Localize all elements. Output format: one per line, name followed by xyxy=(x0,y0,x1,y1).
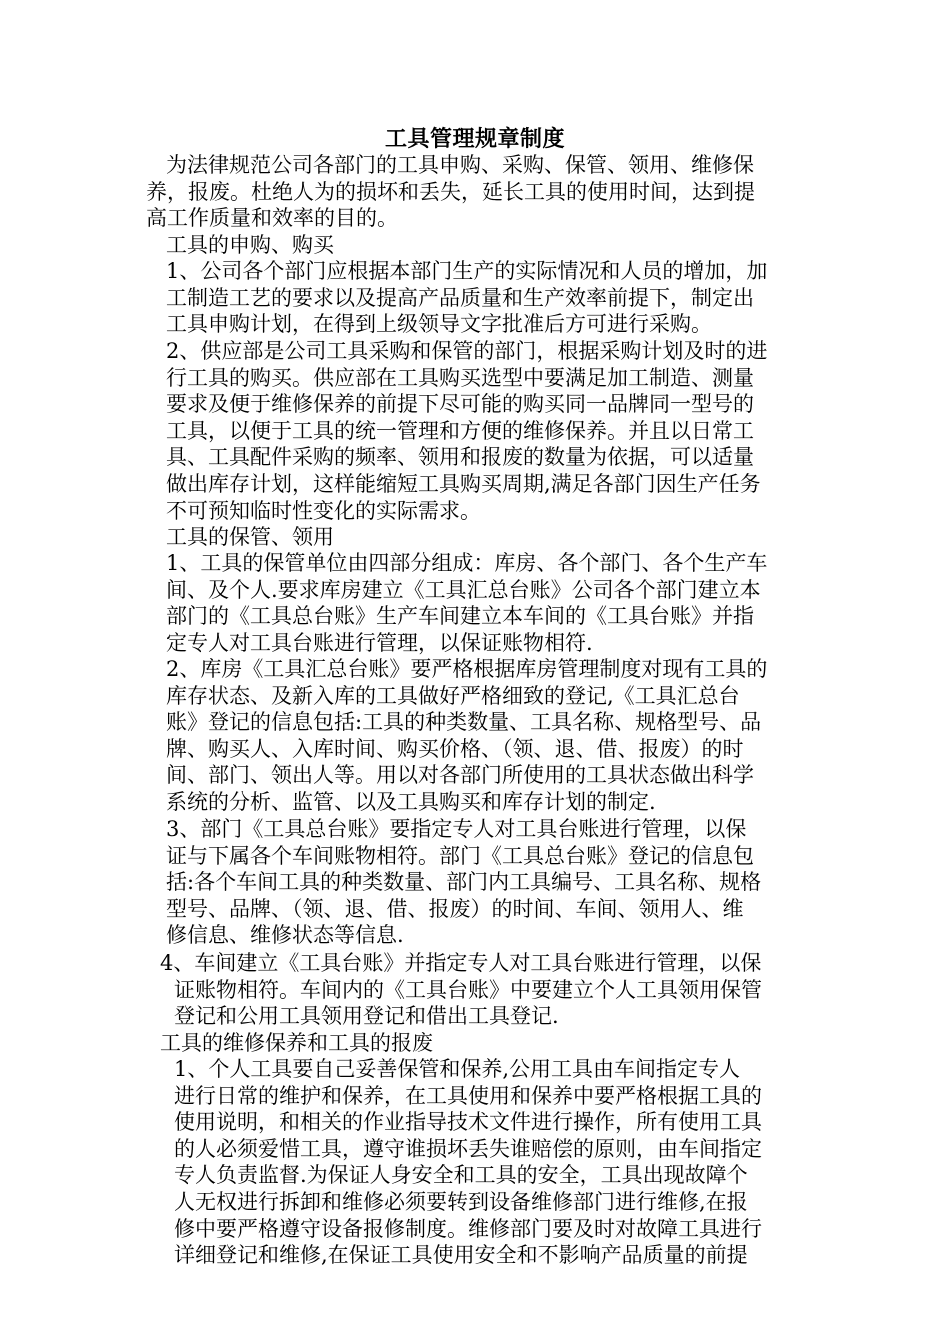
text-line: 详细登记和维修,在保证工具使用安全和不影响产品质量的前提 xyxy=(174,1243,748,1268)
text-line: 行工具的购买。供应部在工具购买选型中要满足加工制造、测量 xyxy=(166,365,754,390)
text-line: 库存状态、及新入库的工具做好严格细致的登记,《工具汇总台 xyxy=(166,683,740,708)
text-line: 定专人对工具台账进行管理，以保证账物相符. xyxy=(166,630,593,655)
text-line: 人无权进行拆卸和维修必须要转到设备维修部门进行维修,在报 xyxy=(174,1189,748,1214)
text-line: 证与下属各个车间账物相符。部门《工具总台账》登记的信息包 xyxy=(166,843,754,868)
text-line: 工具的保管、领用 xyxy=(166,525,334,549)
text-line: 工制造工艺的要求以及提高产品质量和生产效率前提下，制定出 xyxy=(166,285,754,310)
text-line: 养，报废。杜绝人为的损坏和丢失，延长工具的使用时间，达到提 xyxy=(146,179,755,204)
section-heading-storage xyxy=(166,524,334,551)
document-title: 工具管理规章制度 xyxy=(384,126,565,152)
text-line: 括:各个车间工具的种类数量、部门内工具编号、工具名称、规格 xyxy=(166,870,762,895)
text-line: 登记和公用工具领用登记和借出工具登记. xyxy=(174,1004,559,1029)
text-line: 系统的分析、监管、以及工具购买和库存计划的制定. xyxy=(166,789,656,814)
text-line: 间、部门、领出人等。用以对各部门所使用的工具状态做出科学 xyxy=(166,763,754,788)
storage-item-1 xyxy=(166,550,767,656)
purchase-item-2 xyxy=(166,338,767,524)
text-line: 工具申购计划，在得到上级领导文字批准后方可进行采购。 xyxy=(166,312,712,337)
storage-item-2 xyxy=(166,656,767,816)
text-line: 专人负责监督.为保证人身安全和工具的安全，工具出现故障个 xyxy=(174,1163,748,1188)
storage-item-3 xyxy=(166,816,761,949)
maintenance-item-1 xyxy=(174,1056,762,1269)
purchase-item-1 xyxy=(166,258,767,338)
storage-item-4 xyxy=(160,950,762,1030)
text-line: 间、及个人.要求库房建立《工具汇总台账》公司各个部门建立本 xyxy=(166,577,761,602)
text-line: 部门的《工具总台账》生产车间建立本车间的《工具台账》并指 xyxy=(166,604,754,629)
text-line: 的人必须爱惜工具，遵守谁损坏丢失谁赔偿的原则，由车间指定 xyxy=(174,1136,762,1161)
text-line: 1、工具的保管单位由四部分组成：库房、各个部门、各个生产车 xyxy=(166,551,768,575)
section-heading-maintenance xyxy=(160,1030,433,1057)
text-line: 修中要严格遵守设备报修制度。维修部门要及时对故障工具进行 xyxy=(174,1216,762,1241)
text-line: 型号、品牌、（领、退、借、报废）的时间、车间、领用人、维 xyxy=(166,896,744,921)
text-line: 牌、购买人、入库时间、购买价格、（领、退、借、报废）的时 xyxy=(166,736,744,761)
text-line: 做出库存计划，这样能缩短工具购买周期,满足各部门因生产任务 xyxy=(166,471,761,496)
text-line: 进行日常的维护和保养，在工具使用和保养中要严格根据工具的 xyxy=(174,1083,762,1108)
text-line: 工具的维修保养和工具的报废 xyxy=(160,1031,433,1055)
intro-paragraph xyxy=(146,152,755,232)
text-line: 3、部门《工具总台账》要指定专人对工具台账进行管理，以保 xyxy=(166,817,747,841)
text-line: 4、车间建立《工具台账》并指定专人对工具台账进行管理，以保 xyxy=(160,951,762,975)
text-line: 使用说明，和相关的作业指导技术文件进行操作，所有使用工具 xyxy=(174,1110,762,1135)
text-line: 工具，以便于工具的统一管理和方便的维修保养。并且以日常工 xyxy=(166,418,754,443)
text-line: 为法律规范公司各部门的工具申购、采购、保管、领用、维修保 xyxy=(166,153,754,177)
text-line: 1、个人工具要自己妥善保管和保养,公用工具由车间指定专人 xyxy=(174,1057,741,1081)
text-line: 高工作质量和效率的目的。 xyxy=(146,206,398,231)
text-line: 具、工具配件采购的频率、领用和报废的数量为依据，可以适量 xyxy=(166,445,754,470)
text-line: 2、供应部是公司工具采购和保管的部门，根据采购计划及时的进 xyxy=(166,339,768,363)
text-line: 2、库房《工具汇总台账》要严格根据库房管理制度对现有工具的 xyxy=(166,657,768,681)
text-line: 不可预知临时性变化的实际需求。 xyxy=(166,498,481,523)
text-line: 账》登记的信息包括:工具的种类数量、工具名称、规格型号、品 xyxy=(166,710,762,735)
text-line: 工具的申购、购买 xyxy=(166,233,334,257)
text-line: 证账物相符。车间内的《工具台账》中要建立个人工具领用保管 xyxy=(174,977,762,1002)
section-heading-purchase xyxy=(166,232,334,259)
text-line: 修信息、维修状态等信息. xyxy=(166,923,404,948)
text-line: 1、公司各个部门应根据本部门生产的实际情况和人员的增加，加 xyxy=(166,259,768,283)
text-line: 要求及便于维修保养的前提下尽可能的购买同一品牌同一型号的 xyxy=(166,392,754,417)
